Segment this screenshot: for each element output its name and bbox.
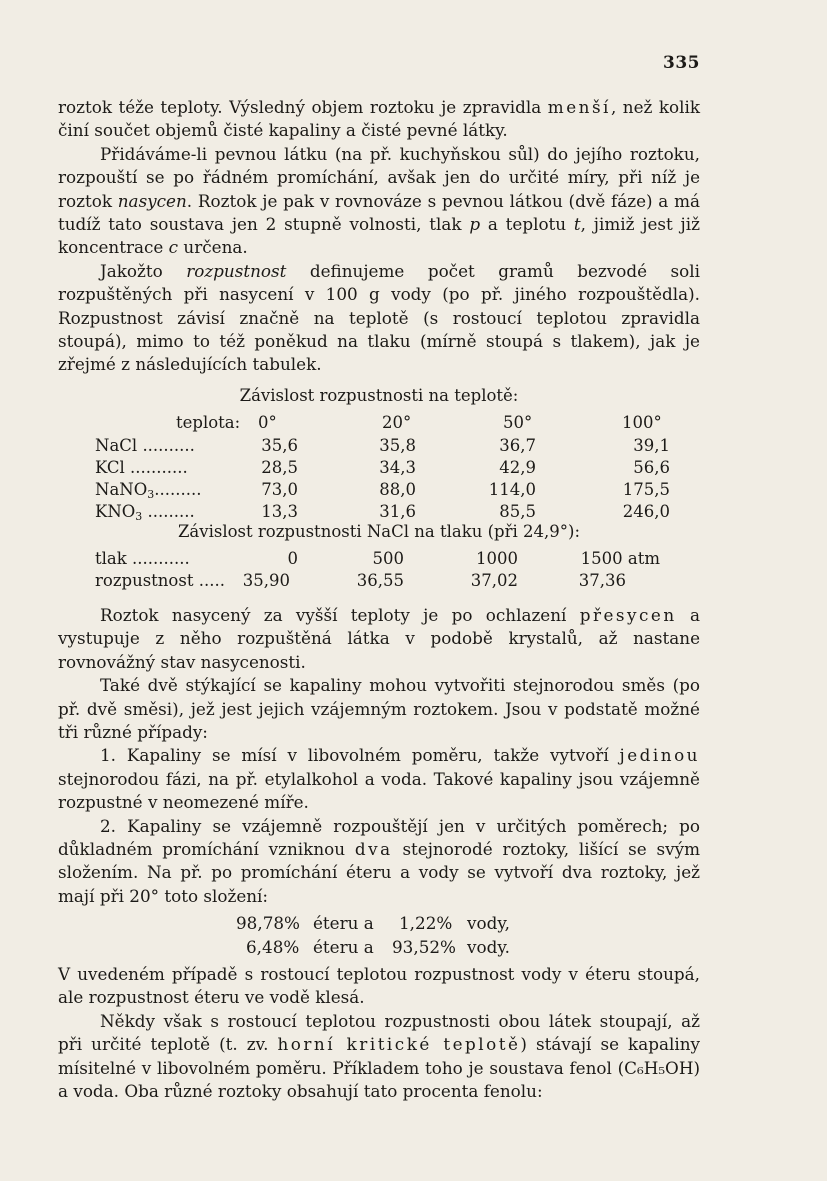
table-cell: 37,02 xyxy=(470,571,518,590)
paragraph-9: Někdy však s rostoucí teplotou rozpustnosti obou látek stoupají, až při určité teplotě (t. zv. horní kritické teplotě) stávají se kapaliny mísitelné v libovolném poměru. Příkladem toho je soustava fenol (C₆H₅OH) a voda. Oba různé roztoky obsahují tato procenta fenolu: xyxy=(58,1010,701,1102)
body-text-upper xyxy=(58,96,700,377)
table-cell: 175,5 xyxy=(622,480,670,499)
paragraph-7: 2. Kapaliny se vzájemně rozpouštějí jen v určitých poměrech; po důkladném promíchání vzniknou dva stejnorodé roztoky, lišící se svým složením. Na př. po promíchání éteru a vody se vytvoří dva roztoky, jež mají při 20° toto složení: xyxy=(58,815,700,906)
composition-line: 6,48% éteru a 93,52% vody. xyxy=(246,937,510,957)
table-row xyxy=(0,570,827,592)
table-cell: 31,6 xyxy=(379,502,416,521)
table-cell: 88,0 xyxy=(379,480,416,499)
table-cell: 34,3 xyxy=(379,458,416,477)
table2-caption: Závislost rozpustnosti NaCl na tlaku (při 24,9°): xyxy=(177,522,581,541)
table1-col-2: 50° xyxy=(503,413,533,432)
table-cell: 35,6 xyxy=(261,436,298,455)
paragraph-1: roztok téže teploty. Výsledný objem roztoku je zpravidla menší, než kolik činí součet objemů čisté kapaliny a čisté pevné látky. xyxy=(58,97,700,141)
table-cell: 85,5 xyxy=(499,502,536,521)
row-label: tlak ........... xyxy=(95,549,190,568)
row-label: KCl ........... xyxy=(95,458,188,477)
paragraph-4: Roztok nasycený za vyšší teploty je po ochlazení přesycen a vystupuje z něho rozpuštěná látka v podobě krystalů, až nastane rovnovážný stav nasycenosti. xyxy=(58,605,700,672)
table1-col-0: 0° xyxy=(258,413,277,432)
table-cell: 114,0 xyxy=(488,480,536,499)
paragraph-5: Také dvě stýkající se kapaliny mohou vytvořiti stejnorodou směs (po př. dvě směsi), jež jest jejich vzájemným roztokem. Jsou v podstatě možné tři různé případy: xyxy=(58,675,700,743)
table-cell: 39,1 xyxy=(633,436,670,455)
table-row xyxy=(0,479,827,501)
table-cell: 36,55 xyxy=(356,571,404,590)
table-cell: 73,0 xyxy=(261,480,298,499)
table-cell: 36,7 xyxy=(499,436,536,455)
composition-line: 98,78% éteru a 1,22% vody, xyxy=(236,913,510,933)
table-row xyxy=(0,501,827,523)
table-cell: 0 xyxy=(287,549,298,568)
table-row xyxy=(0,548,827,570)
table-cell: 1000 xyxy=(476,549,518,568)
table1-col-1: 20° xyxy=(382,413,412,432)
paragraph-6: 1. Kapaliny se mísí v libovolném poměru, takže vytvoří jedinou stejnorodou fázi, na př. etylalkohol a voda. Takové kapaliny jsou vzájemně rozpustné v neomezené míře. xyxy=(58,745,700,813)
row-label: NaCl .......... xyxy=(95,436,195,455)
table1-col-3: 100° xyxy=(622,413,662,432)
table1-caption: Závislost rozpustnosti na teplotě: xyxy=(239,386,519,405)
table-cell: 37,36 xyxy=(578,571,626,590)
body-text-middle xyxy=(58,604,700,908)
row-label: rozpustnost ..... xyxy=(95,571,225,590)
table-cell: 246,0 xyxy=(622,502,670,521)
paragraph-2: Přidáváme-li pevnou látku (na př. kuchyňskou sůl) do jejího roztoku, rozpouští se po řádném promíchání, avšak jen do určité míry, při níž je roztok nasycen. Roztok je pak v rovnováze s pevnou látkou (dvě fáze) a má tudíž tato soustava jen 2 stupně volnosti, tlak p a teplotu t, jimiž jest již koncentrace c určena. xyxy=(58,143,700,258)
table-cell: 1500 atm xyxy=(580,549,660,568)
table-row xyxy=(0,435,827,457)
body-text-lower xyxy=(58,963,700,1103)
table-row xyxy=(0,457,827,479)
paragraph-8: V uvedeném případě s rostoucí teplotou rozpustnost vody v éteru stoupá, ale rozpustnost éteru ve vodě klesá. xyxy=(58,964,700,1008)
row-label: $KNO_3$ ......... xyxy=(95,502,195,523)
table-cell: 28,5 xyxy=(261,458,298,477)
row-label: NaNO$_3$......... xyxy=(95,480,202,501)
page-number: 335 xyxy=(663,53,700,73)
table-cell: 56,6 xyxy=(633,458,670,477)
table1-header-label: teplota: xyxy=(176,413,241,432)
table1-header-row xyxy=(0,412,827,434)
table-cell: 500 xyxy=(372,549,404,568)
table-cell: 42,9 xyxy=(499,458,536,477)
table-cell: 35,8 xyxy=(379,436,416,455)
table-cell: 13,3 xyxy=(261,502,298,521)
paragraph-3: Jakožto rozpustnost definujeme počet gramů bezvodé soli rozpuštěných při nasycení v 100 g vody (po př. jiného rozpouštědla). Rozpustnost závisí značně na teplotě (s rostoucí teplotou zpravidla stoupá), mimo to též poněkud na tlaku (mírně stoupá s tlakem), jak je zřejmé z následujících tabulek. xyxy=(58,260,700,375)
table-cell: 35,90 xyxy=(242,571,290,590)
